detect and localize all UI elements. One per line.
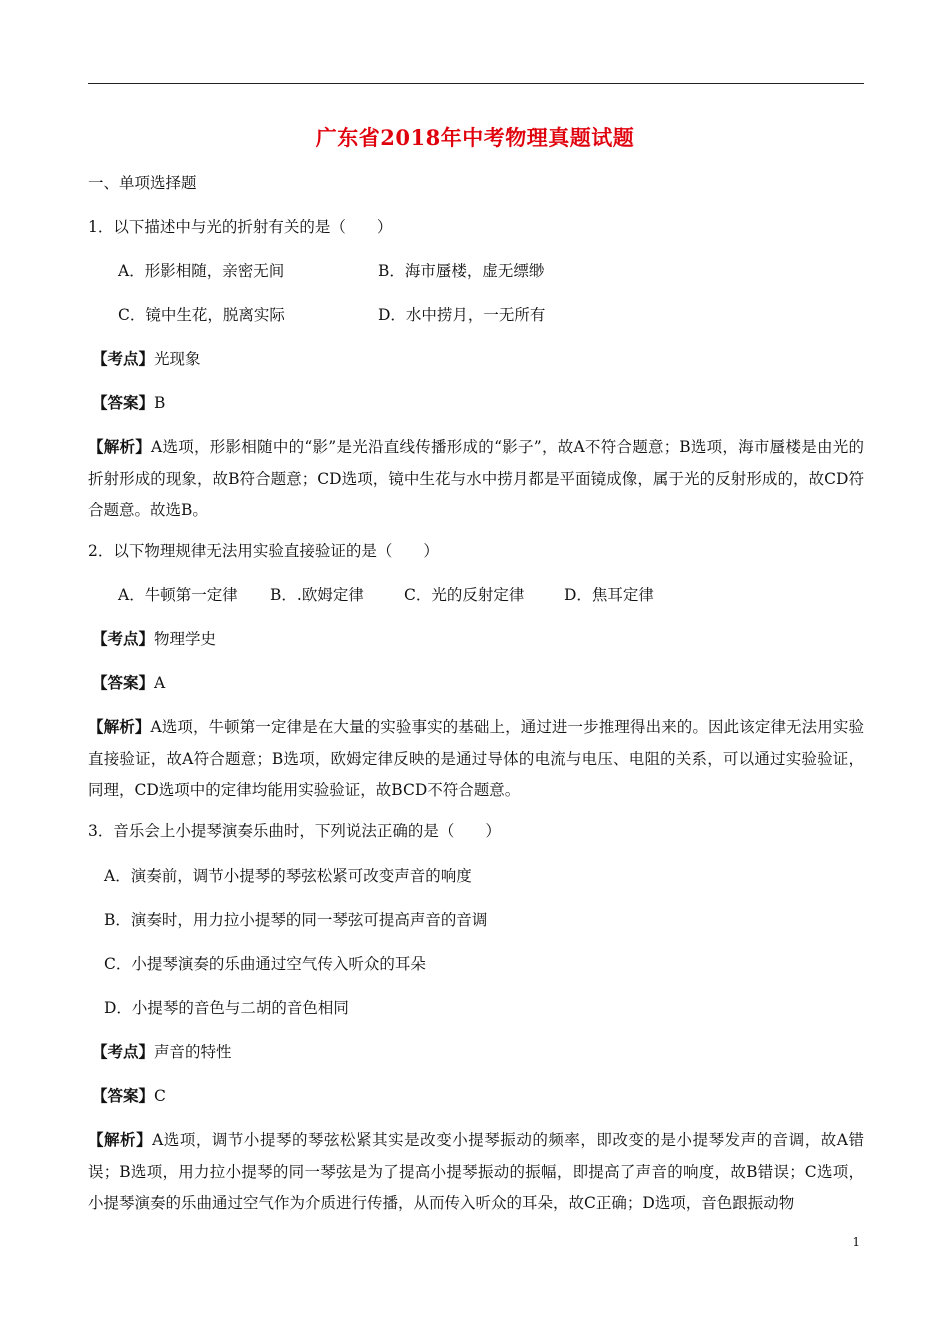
jiexi-label: 【解析】 <box>88 1130 153 1149</box>
q1-daan-value: B <box>154 394 166 412</box>
q2-option-c: C．光的反射定律 <box>404 586 525 604</box>
q2-stem: 2．以下物理规律无法用实验直接验证的是（ ） <box>88 542 439 560</box>
q3-option-d: D．小提琴的音色与二胡的音色相同 <box>104 999 349 1017</box>
q3-option-b: B．演奏时，用力拉小提琴的同一琴弦可提高声音的音调 <box>104 911 488 929</box>
q1-jiexi <box>88 431 864 527</box>
q3-option-c: C．小提琴演奏的乐曲通过空气传入听众的耳朵 <box>104 955 426 973</box>
q3-jiexi-text: A选项，调节小提琴的琴弦松紧其实是改变小提琴振动的频率，即改变的是小提琴发声的音调，故A错误；B选项，用力拉小提琴的同一琴弦是为了提高小提琴振动的振幅，即提高了声音的响度，故B错误；C选项，小提琴演奏的乐曲通过空气作为介质进行传播，从而传入听众的耳朵，故C正确；D选项，音色跟振动物 <box>88 1131 864 1212</box>
daan-label: 【答案】 <box>92 393 155 412</box>
q2-jiexi-text: A选项，牛顿第一定律是在大量的实验事实的基础上，通过进一步推理得出来的。因此该定律无法用实验直接验证，故A符合题意；B选项，欧姆定律反映的是通过导体的电流与电压、电阻的关系，可以通过实验验证，同理，CD选项中的定律均能用实验验证，故BCD不符合题意。 <box>88 718 864 799</box>
q3-kaodian-value: 声音的特性 <box>154 1043 232 1061</box>
q1-stem: 1．以下描述中与光的折射有关的是（ ） <box>88 218 393 236</box>
q3-daan <box>92 1086 166 1106</box>
q1-option-c: C．镜中生花，脱离实际 <box>118 306 285 324</box>
kaodian-label: 【考点】 <box>92 349 155 368</box>
q3-jiexi <box>88 1124 864 1220</box>
page-title: 广东省2018年中考物理真题试题 <box>315 125 635 150</box>
q3-kaodian <box>92 1042 232 1062</box>
daan-label: 【答案】 <box>92 673 155 692</box>
q1-option-a: A．形影相随，亲密无间 <box>118 262 285 280</box>
q1-kaodian-value: 光现象 <box>154 350 201 368</box>
q2-option-b: B．.欧姆定律 <box>270 586 364 604</box>
daan-label: 【答案】 <box>92 1086 155 1105</box>
q1-jiexi-text: A选项，形影相随中的“影”是光沿直线传播形成的“影子”，故A不符合题意；B选项，海市蜃楼是由光的折射形成的现象，故B符合题意；CD选项，镜中生花与水中捞月都是平面镜成像，属于光的反射形成的，故CD符合题意。故选B。 <box>88 438 864 519</box>
q2-kaodian-value: 物理学史 <box>154 630 217 648</box>
q1-daan <box>92 393 165 413</box>
header-rule <box>88 83 864 84</box>
section-heading: 一、单项选择题 <box>88 174 197 192</box>
jiexi-label: 【解析】 <box>88 437 152 456</box>
page-number: 1 <box>852 1235 860 1249</box>
q2-option-d: D．焦耳定律 <box>564 586 654 604</box>
q2-daan-value: A <box>154 674 166 692</box>
q1-option-b: B．海市蜃楼，虚无缥缈 <box>378 262 545 280</box>
jiexi-label: 【解析】 <box>88 717 151 736</box>
q2-option-a: A．牛顿第一定律 <box>118 586 238 604</box>
kaodian-label: 【考点】 <box>92 1042 155 1061</box>
q3-stem: 3．音乐会上小提琴演奏乐曲时，下列说法正确的是（ ） <box>88 822 501 840</box>
kaodian-label: 【考点】 <box>92 629 155 648</box>
q1-kaodian <box>92 349 201 369</box>
q2-daan <box>92 673 165 693</box>
q3-daan-value: C <box>154 1087 166 1105</box>
q3-option-a: A．演奏前，调节小提琴的琴弦松紧可改变声音的响度 <box>104 867 472 885</box>
q2-kaodian <box>92 629 216 649</box>
q2-jiexi <box>88 711 864 807</box>
q1-option-d: D．水中捞月，一无所有 <box>378 306 546 324</box>
